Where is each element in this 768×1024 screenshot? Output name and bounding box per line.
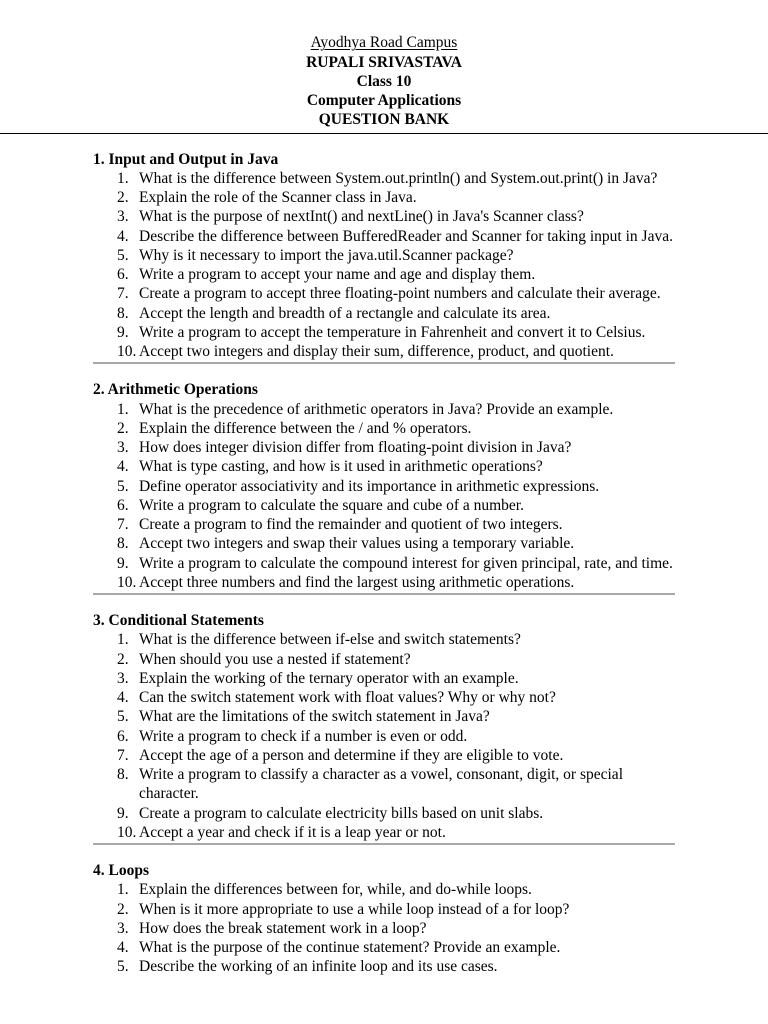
question-number: 10. xyxy=(117,823,137,841)
question-number: 7. xyxy=(117,516,129,534)
question-text: Write a program to accept your name and age and display them. xyxy=(139,266,536,284)
question-item xyxy=(93,284,675,303)
question-item xyxy=(93,457,675,476)
question-number: 7. xyxy=(117,285,129,303)
question-item xyxy=(93,227,675,246)
question-number: 4. xyxy=(117,458,129,476)
question-text: Create a program to calculate electricity bills based on unit slabs. xyxy=(139,804,544,822)
question-number: 5. xyxy=(117,246,129,264)
question-item xyxy=(93,477,675,496)
document-header xyxy=(0,0,768,130)
question-item xyxy=(93,880,675,899)
question-text: Accept two integers and swap their values using a temporary variable. xyxy=(139,535,575,553)
question-number: 4. xyxy=(117,227,129,245)
question-item xyxy=(93,669,675,688)
question-text: Define operator associativity and its importance in arithmetic expressions. xyxy=(139,477,600,495)
question-item xyxy=(93,207,675,226)
question-number: 8. xyxy=(117,535,129,553)
question-number: 5. xyxy=(117,477,129,495)
question-text: Accept the age of a person and determine if they are eligible to vote. xyxy=(139,746,564,764)
question-list xyxy=(93,169,675,362)
question-number: 3. xyxy=(117,208,129,226)
question-number: 2. xyxy=(117,900,129,918)
question-number: 2. xyxy=(117,189,129,207)
question-item xyxy=(93,438,675,457)
question-number: 6. xyxy=(117,727,129,745)
question-item xyxy=(93,630,675,649)
question-item xyxy=(93,515,675,534)
question-item xyxy=(93,938,675,957)
question-text: What is the difference between if-else and switch statements? xyxy=(139,631,521,649)
question-list xyxy=(93,880,675,976)
question-number: 4. xyxy=(117,689,129,707)
question-number: 8. xyxy=(117,304,129,322)
question-number: 9. xyxy=(117,323,129,341)
question-item xyxy=(93,746,675,765)
question-number: 1. xyxy=(117,881,129,899)
question-item xyxy=(93,804,675,823)
question-number: 2. xyxy=(117,650,129,668)
question-number: 9. xyxy=(117,554,129,572)
subject-label: Computer Applications xyxy=(306,92,462,110)
question-item xyxy=(93,534,675,553)
question-item xyxy=(93,957,675,976)
question-text: Explain the working of the ternary operator with an example. xyxy=(139,669,519,687)
question-text: Explain the role of the Scanner class in Java. xyxy=(139,189,417,207)
question-item xyxy=(93,727,675,746)
question-number: 5. xyxy=(117,958,129,976)
question-item xyxy=(93,707,675,726)
question-text: Create a program to find the remainder and quotient of two integers. xyxy=(139,516,563,534)
question-text: Describe the difference between BufferedReader and Scanner for taking input in Java. xyxy=(139,227,673,245)
question-text: Can the switch statement work with float values? Why or why not? xyxy=(139,689,556,707)
question-number: 6. xyxy=(117,496,129,514)
question-item xyxy=(93,265,675,284)
teacher-name: RUPALI SRIVASTAVA xyxy=(306,53,462,71)
document-title: QUESTION BANK xyxy=(318,111,450,129)
question-item xyxy=(93,323,675,342)
question-text: Write a program to accept the temperature in Fahrenheit and convert it to Celsius. xyxy=(139,323,646,341)
question-sections xyxy=(93,134,675,977)
question-item xyxy=(93,650,675,669)
question-text: Write a program to calculate the compound interest for given principal, rate, and time. xyxy=(139,554,673,572)
question-item xyxy=(93,688,675,707)
question-list xyxy=(93,400,675,593)
class-label: Class 10 xyxy=(356,72,412,90)
question-text: Describe the working of an infinite loop and its use cases. xyxy=(139,958,498,976)
question-number: 5. xyxy=(117,708,129,726)
question-number: 2. xyxy=(117,419,129,437)
question-item xyxy=(93,823,675,842)
question-text: Write a program to check if a number is even or odd. xyxy=(139,727,468,745)
question-text: What is the purpose of nextInt() and nextLine() in Java's Scanner class? xyxy=(139,208,584,226)
question-text: What are the limitations of the switch statement in Java? xyxy=(139,708,490,726)
question-item xyxy=(93,188,675,207)
question-number: 9. xyxy=(117,804,129,822)
question-text: How does the break statement work in a loop? xyxy=(139,919,427,937)
question-item xyxy=(93,342,675,361)
question-list xyxy=(93,630,675,842)
section-heading: 2. Arithmetic Operations xyxy=(93,381,258,399)
question-item xyxy=(93,919,675,938)
question-section xyxy=(93,364,675,595)
section-heading: 4. Loops xyxy=(93,862,149,880)
question-number: 10. xyxy=(117,573,137,591)
question-number: 1. xyxy=(117,169,129,187)
question-text: What is the precedence of arithmetic operators in Java? Provide an example. xyxy=(139,400,614,418)
question-item xyxy=(93,169,675,188)
question-number: 3. xyxy=(117,439,129,457)
question-item xyxy=(93,496,675,515)
question-text: When should you use a nested if statement? xyxy=(139,650,411,668)
question-text: Create a program to accept three floating-point numbers and calculate their average. xyxy=(139,285,661,303)
question-item xyxy=(93,419,675,438)
section-heading: 1. Input and Output in Java xyxy=(93,150,279,168)
question-text: What is type casting, and how is it used in arithmetic operations? xyxy=(139,458,543,476)
question-text: Accept two integers and display their sum, difference, product, and quotient. xyxy=(139,343,614,361)
question-text: Explain the difference between the / and % operators. xyxy=(139,419,472,437)
question-text: Accept the length and breadth of a rectangle and calculate its area. xyxy=(139,304,551,322)
question-number: 3. xyxy=(117,919,129,937)
question-item xyxy=(93,554,675,573)
question-text: Write a program to calculate the square and cube of a number. xyxy=(139,496,524,514)
question-text: Accept a year and check if it is a leap year or not. xyxy=(139,823,446,841)
question-text: Why is it necessary to import the java.util.Scanner package? xyxy=(139,246,514,264)
question-item xyxy=(93,400,675,419)
question-item xyxy=(93,246,675,265)
question-number: 6. xyxy=(117,266,129,284)
question-text: Explain the differences between for, while, and do-while loops. xyxy=(139,881,532,899)
question-section xyxy=(93,134,675,365)
campus-name: Ayodhya Road Campus xyxy=(310,34,458,52)
question-number: 10. xyxy=(117,343,137,361)
question-text: Write a program to classify a character as a vowel, consonant, digit, or special character. xyxy=(139,766,623,803)
section-heading: 3. Conditional Statements xyxy=(93,612,264,630)
question-item xyxy=(93,573,675,592)
question-section xyxy=(93,595,675,845)
question-text: When is it more appropriate to use a while loop instead of a for loop? xyxy=(139,900,570,918)
question-text: How does integer division differ from floating-point division in Java? xyxy=(139,439,572,457)
question-item xyxy=(93,765,675,804)
question-item xyxy=(93,900,675,919)
question-item xyxy=(93,304,675,323)
question-number: 4. xyxy=(117,939,129,957)
question-section xyxy=(93,845,675,977)
question-number: 8. xyxy=(117,766,129,784)
question-number: 3. xyxy=(117,669,129,687)
question-number: 1. xyxy=(117,631,129,649)
question-number: 7. xyxy=(117,746,129,764)
question-number: 1. xyxy=(117,400,129,418)
question-text: What is the difference between System.out.println() and System.out.print() in Java? xyxy=(139,169,658,187)
question-text: Accept three numbers and find the largest using arithmetic operations. xyxy=(139,573,575,591)
question-text: What is the purpose of the continue statement? Provide an example. xyxy=(139,939,561,957)
